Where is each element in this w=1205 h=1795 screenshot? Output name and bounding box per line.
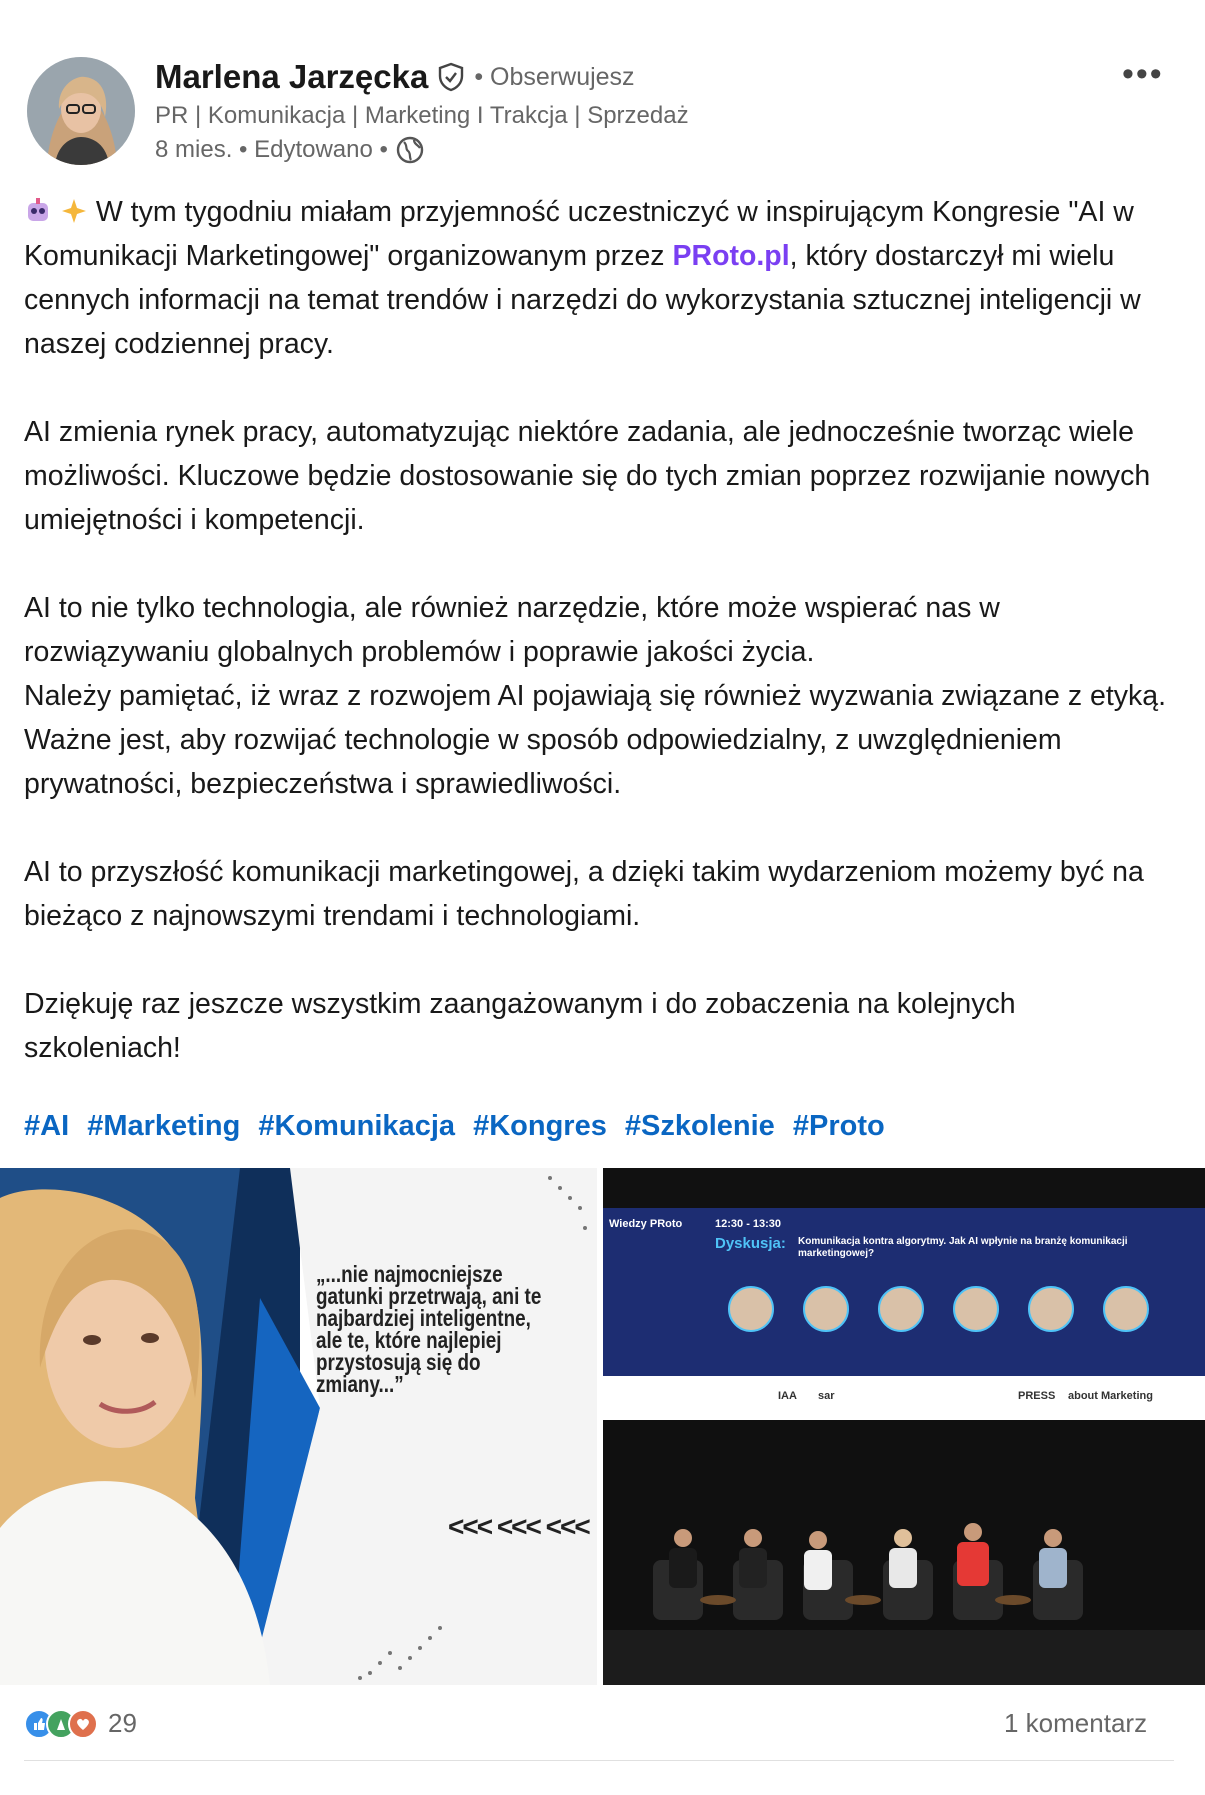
love-reaction-icon	[68, 1709, 98, 1739]
globe-icon	[396, 136, 424, 164]
quote-text: „...nie najmocniejsze gatunki przetrwają, ani te najbardziej inteligentne, ale te, które najlepiej przystosują się do zmiany...”	[316, 1261, 542, 1397]
post-paragraph-1	[24, 190, 1174, 366]
post-body	[24, 190, 1174, 1114]
robot-emoji-icon	[24, 194, 52, 222]
reactions-summary[interactable]	[24, 1708, 137, 1739]
post-image-conference[interactable]	[603, 1168, 1205, 1685]
follow-status: • Obserwujesz	[474, 62, 635, 91]
panelist-avatar	[728, 1286, 774, 1332]
partner-logo: sar	[818, 1390, 835, 1402]
screen-logo: Wiedzy PRoto	[609, 1218, 683, 1230]
sparkles-emoji-icon	[60, 194, 88, 222]
author-name-row	[155, 58, 635, 96]
post-image-quote[interactable]	[0, 1168, 597, 1685]
post-paragraph-5: Dziękuję raz jeszcze wszystkim zaangażowanym i do zobaczenia na kolejnych szkoleniach!	[24, 988, 1016, 1064]
panelist-avatar	[1103, 1286, 1149, 1332]
hashtag-link[interactable]: #Kongres	[473, 1110, 607, 1142]
arrows-decoration: <<< <<< <<<	[448, 1511, 589, 1542]
hashtag-link[interactable]: #Komunikacja	[258, 1110, 456, 1142]
post-text-intro-end: , który dostarczył mi wielu cennych informacji na temat trendów i narzędzi do wykorzystania sztucznej inteligencji w naszej codziennej pracy.	[24, 240, 1141, 360]
footer-divider	[24, 1760, 1174, 1761]
partner-logos	[603, 1376, 1205, 1420]
post-text-intro: W tym tygodniu miałam przyjemność uczestniczyć w inspirującym Kongresie "AI w Komunikacji Marketingowej" organizowanym przez	[24, 196, 1134, 272]
panelist-avatar	[878, 1286, 924, 1332]
partner-logo: PRESS	[1018, 1390, 1056, 1402]
comments-count[interactable]: 1 komentarz	[1004, 1708, 1148, 1738]
panelist-avatar	[1028, 1286, 1074, 1332]
post-meta	[155, 136, 424, 164]
author-avatar[interactable]	[27, 57, 135, 165]
screen-label: Dyskusja:	[715, 1235, 786, 1252]
post-time: 8 mies. • Edytowano •	[155, 136, 388, 163]
partner-logo: IAA	[778, 1390, 797, 1402]
author-headline: PR | Komunikacja | Marketing I Trakcja | Sprzedaż	[155, 102, 689, 129]
hashtag-link[interactable]: #Proto	[792, 1110, 885, 1142]
post-paragraph-4: AI to przyszłość komunikacji marketingowej, a dzięki takim wydarzeniom możemy być na bieżąco z najnowszymi trendami i technologiami.	[24, 856, 1144, 932]
partner-logo: about Marketing	[1068, 1390, 1153, 1402]
post-paragraph-3: AI to nie tylko technologia, ale również narzędzie, które może wspierać nas w rozwiązywaniu globalnych problemów i poprawie jakości życia. Należy pamiętać, iż wraz z rozwojem AI pojawiają się również wyzwania związane z etyką. Ważne jest, aby rozwijać technologie w sposób odpowiedzialny, z uwzględnieniem prywatności, bezpieczeństwa i sprawiedliwości.	[24, 592, 1167, 800]
hashtags	[24, 1110, 895, 1143]
author-name[interactable]: Marlena Jarzęcka	[155, 58, 429, 95]
post-paragraph-2: AI zmienia rynek pracy, automatyzując niektóre zadania, ale jednocześnie tworząc wiele możliwości. Kluczowe będzie dostosowanie się do tych zmian poprzez rozwijanie nowych umiejętności i kompetencji.	[24, 416, 1151, 536]
hashtag-link[interactable]: #Szkolenie	[624, 1110, 775, 1142]
panelist-avatar	[803, 1286, 849, 1332]
screen-time: 12:30 - 13:30	[715, 1218, 782, 1230]
mention-link[interactable]: PRoto.pl	[672, 240, 790, 272]
reaction-count: 29	[108, 1708, 137, 1738]
panelist-avatar	[953, 1286, 999, 1332]
hashtag-link[interactable]: #AI	[24, 1110, 70, 1142]
hashtag-link[interactable]: #Marketing	[87, 1110, 241, 1142]
portrait-graphic	[0, 1168, 597, 1685]
verified-shield-icon	[436, 62, 466, 92]
screen-title: Komunikacja kontra algorytmy. Jak AI wpłynie na branżę komunikacji marketingowej?	[798, 1236, 1128, 1259]
stage-photo	[603, 1420, 1205, 1685]
more-options-icon[interactable]: •••	[1122, 55, 1164, 93]
